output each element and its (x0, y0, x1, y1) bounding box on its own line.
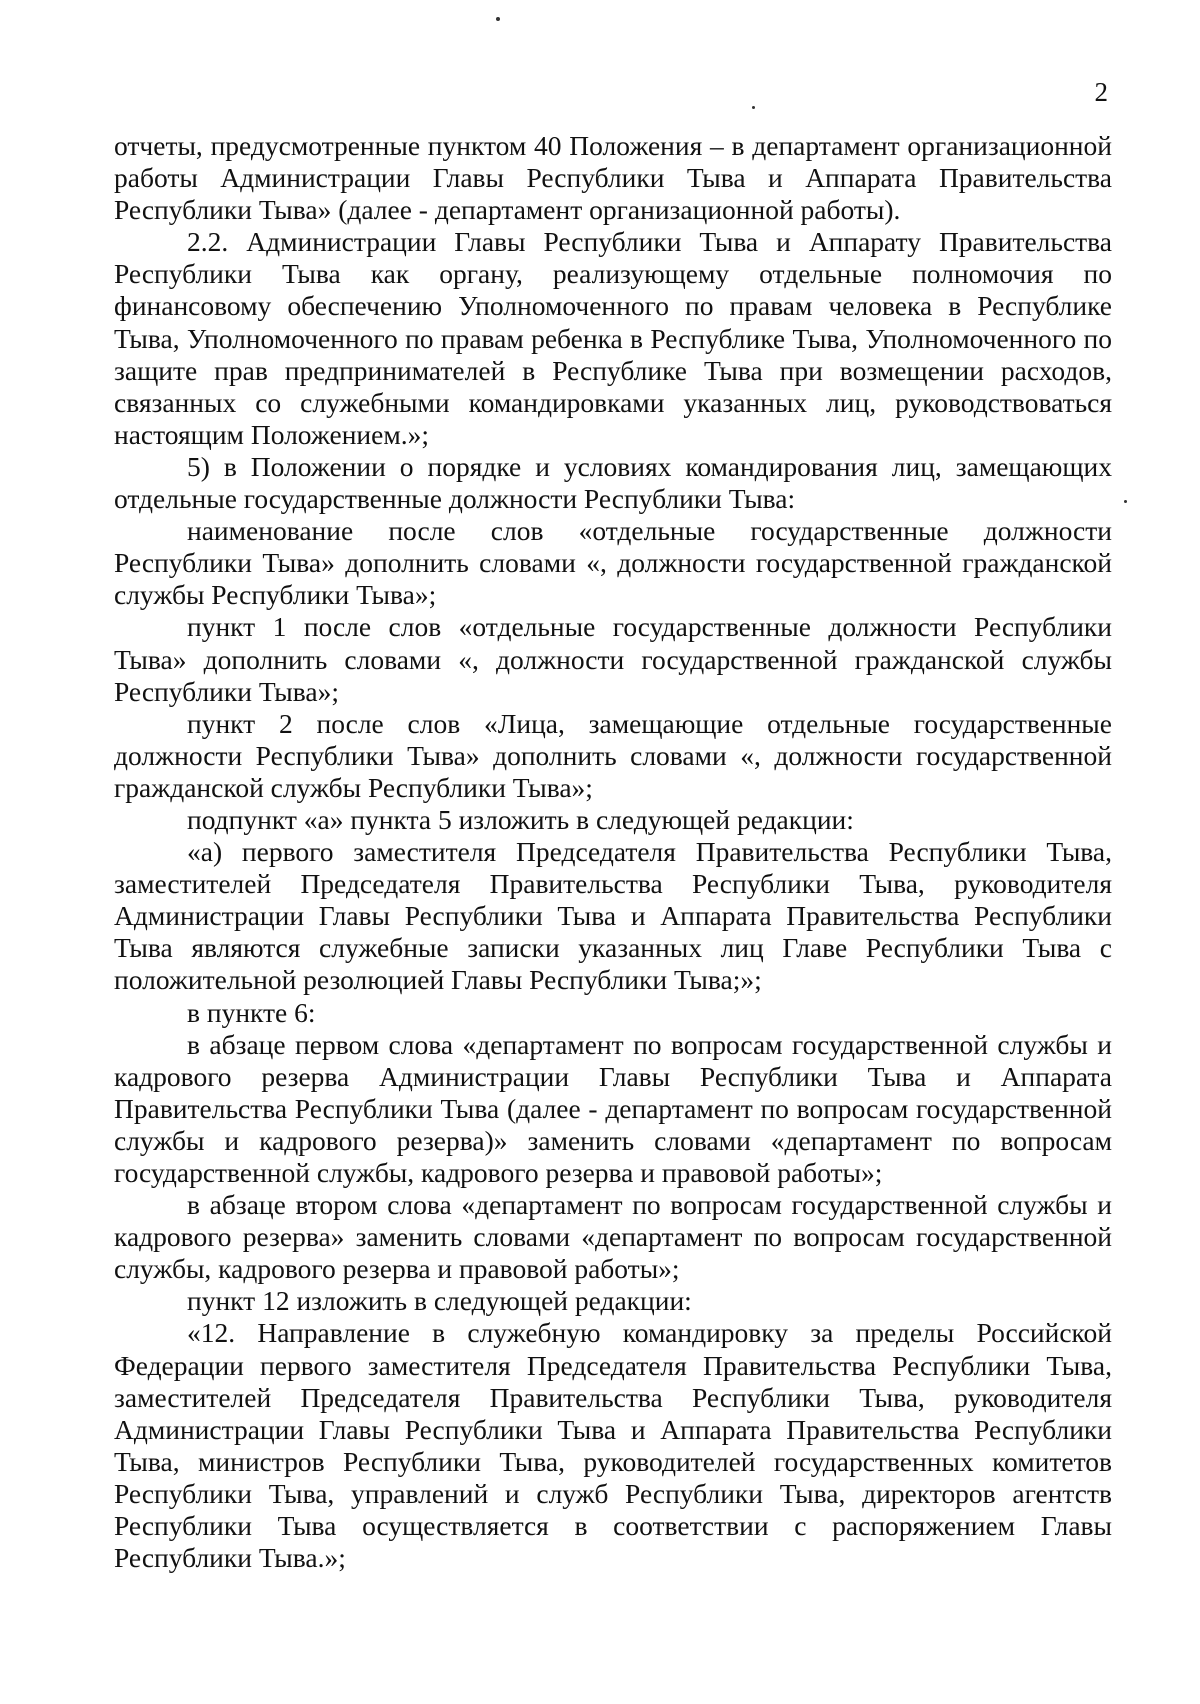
paragraph: в абзаце первом слова «департамент по вопросам государственной службы и кадрового резерва Администрации Главы Республики Тыва и Аппарата Правительства Республики Тыва (далее - департамент по вопросам государственной службы и кадрового резерва)» заменить словами «департамент по вопросам государственной службы, кадрового резерва и правовой работы»; (114, 1028, 1112, 1188)
scan-speck (1124, 500, 1127, 503)
paragraph: подпункт «а» пункта 5 изложить в следующей редакции: (187, 803, 854, 835)
paragraph: пункт 12 изложить в следующей редакции: (187, 1285, 692, 1317)
page-number: 2 (1094, 77, 1108, 107)
paragraph: пункт 2 после слов «Лица, замещающие отдельные государственные должности Республики Тыва» дополнить словами «, должности государственной гражданской службы Республики Тыва»; (114, 707, 1112, 803)
paragraph: «а) первого заместителя Председателя Правительства Республики Тыва, заместителей Председателя Правительства Республики Тыва, руководителя Администрации Главы Республики Тыва и Аппарата Правительства Республики Тыва являются служебные записки указанных лиц Главе Республики Тыва с положительной резолюцией Главы Республики Тыва;»; (114, 836, 1112, 996)
scan-speck (496, 17, 500, 21)
document-body (114, 130, 1112, 1574)
paragraph: наименование после слов «отдельные государственные должности Республики Тыва» дополнить словами «, должности государственной гражданской службы Республики Тыва»; (114, 515, 1112, 611)
paragraph: 2.2. Администрации Главы Республики Тыва и Аппарату Правительства Республики Тыва как органу, реализующему отдельные полномочия по финансовому обеспечению Уполномоченного по правам человека в Республике Тыва, Уполномоченного по правам ребенка в Республике Тыва, Уполномоченного по защите прав предпринимателей в Республике Тыва при возмещении расходов, связанных со служебными командировками указанных лиц, руководствоваться настоящим Положением.»; (114, 226, 1112, 450)
scan-speck (752, 106, 755, 109)
paragraph: «12. Направление в служебную командировку за пределы Российской Федерации первого заместителя Председателя Правительства Республики Тыва, заместителей Председателя Правительства Республики Тыва, руководителя Администрации Главы Республики Тыва и Аппарата Правительства Республики Тыва, министров Республики Тыва, руководителей государственных комитетов Республики Тыва, управлений и служб Республики Тыва, директоров агентств Республики Тыва осуществляется в соответствии с распоряжением Главы Республики Тыва.»; (114, 1317, 1112, 1574)
paragraph: в абзаце втором слова «департамент по вопросам государственной службы и кадрового резерва» заменить словами «департамент по вопросам государственной службы, кадрового резерва и правовой работы»; (114, 1189, 1112, 1285)
paragraph: пункт 1 после слов «отдельные государственные должности Республики Тыва» дополнить словами «, должности государственной гражданской службы Республики Тыва»; (114, 611, 1112, 707)
paragraph: 5) в Положении о порядке и условиях командирования лиц, замещающих отдельные государственные должности Республики Тыва: (114, 450, 1112, 515)
paragraph: отчеты, предусмотренные пунктом 40 Положения – в департамент организационной работы Администрации Главы Республики Тыва и Аппарата Правительства Республики Тыва» (далее - департамент организационной работы). (114, 130, 1112, 226)
paragraph: в пункте 6: (187, 996, 316, 1028)
